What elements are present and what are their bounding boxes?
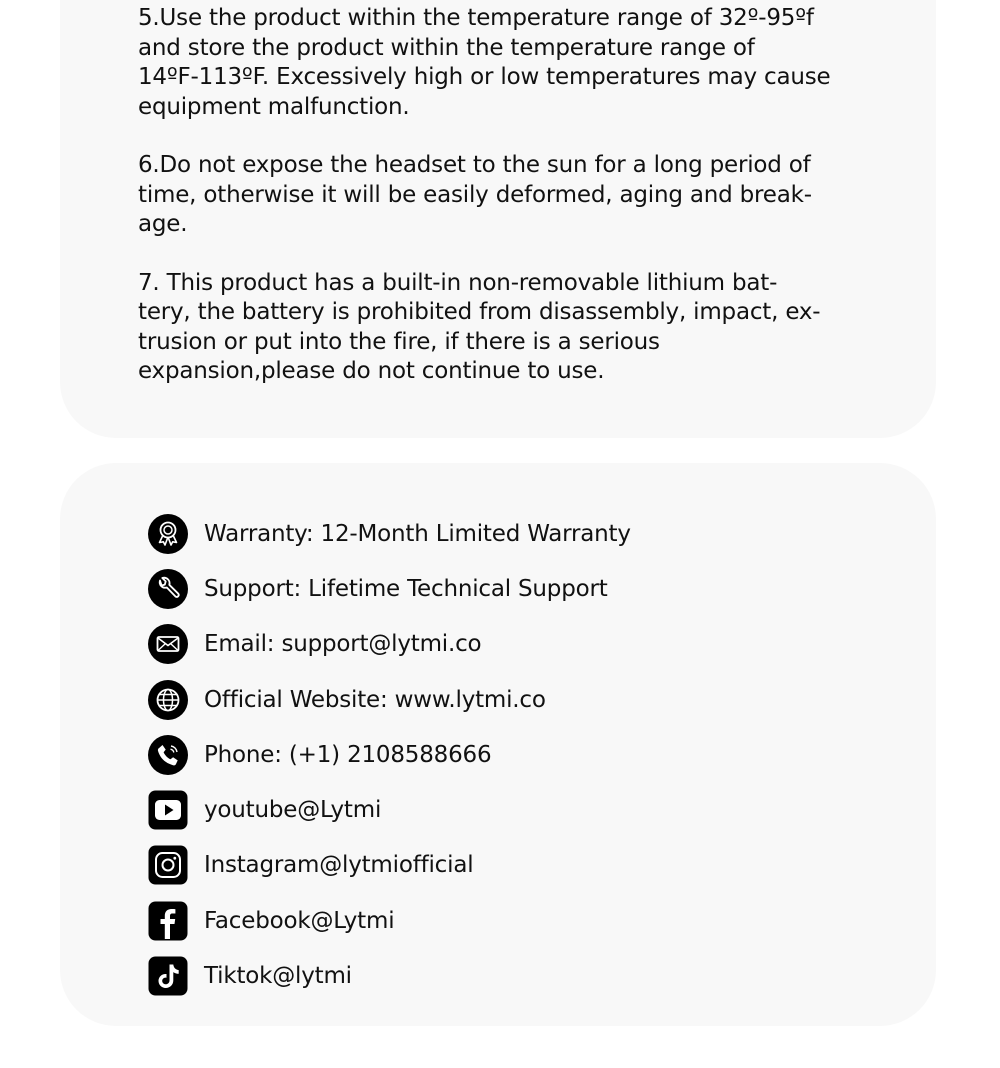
contact-row-instagram: [148, 838, 848, 893]
contact-row-email: [148, 617, 848, 672]
envelope-icon: [148, 624, 188, 664]
contact-text: Tiktok@lytmi: [204, 963, 352, 990]
contact-list: [148, 506, 848, 1004]
contact-row-phone: [148, 727, 848, 782]
contact-row-website: [148, 672, 848, 727]
note-line: time, otherwise it will be easily deformed, aging and break-: [138, 181, 812, 208]
note-line: and store the product within the temperature range of: [138, 34, 755, 61]
note-line: 5.Use the product within the temperature range of 32º-95ºf: [138, 5, 814, 31]
safety-notes-list: [138, 4, 898, 416]
contact-text: Warranty: 12-Month Limited Warranty: [204, 520, 631, 547]
wrench-icon: [148, 569, 188, 609]
youtube-icon: [148, 790, 188, 830]
note-line: age.: [138, 211, 188, 237]
contact-row-youtube: [148, 782, 848, 837]
tiktok-icon: [148, 956, 188, 996]
contact-info-card: [60, 463, 936, 1026]
contact-text: Support: Lifetime Technical Support: [204, 575, 608, 602]
safety-note-6: [138, 151, 898, 240]
contact-row-facebook: [148, 893, 848, 948]
note-line: expansion,please do not continue to use.: [138, 358, 605, 384]
note-line: tery, the battery is prohibited from disassembly, impact, ex-: [138, 299, 821, 325]
instagram-icon: [148, 845, 188, 885]
contact-text: Email: support@lytmi.co: [204, 631, 482, 658]
note-line: 6.Do not expose the headset to the sun for a long period of: [138, 152, 811, 178]
contact-text: youtube@Lytmi: [204, 797, 382, 824]
contact-text: Phone: (+1) 2108588666: [204, 741, 492, 768]
phone-icon: [148, 735, 188, 775]
facebook-icon: [148, 901, 188, 941]
globe-icon: [148, 680, 188, 720]
contact-row-tiktok: [148, 948, 848, 1003]
note-line: equipment malfunction.: [138, 93, 410, 120]
safety-note-7: [138, 269, 898, 387]
note-line: trusion or put into the fire, if there is a serious: [138, 328, 660, 355]
safety-note-5: [138, 4, 898, 122]
contact-row-support: [148, 561, 848, 616]
contact-text: Official Website: www.lytmi.co: [204, 686, 546, 713]
note-line: 7. This product has a built-in non-removable lithium bat-: [138, 269, 778, 296]
safety-notes-card: [60, 0, 936, 438]
note-line: 14ºF-113ºF. Excessively high or low temperatures may cause: [138, 64, 831, 90]
contact-row-warranty: [148, 506, 848, 561]
award-icon: [148, 514, 188, 554]
contact-text: Facebook@Lytmi: [204, 907, 395, 934]
contact-text: Instagram@lytmiofficial: [204, 852, 474, 879]
